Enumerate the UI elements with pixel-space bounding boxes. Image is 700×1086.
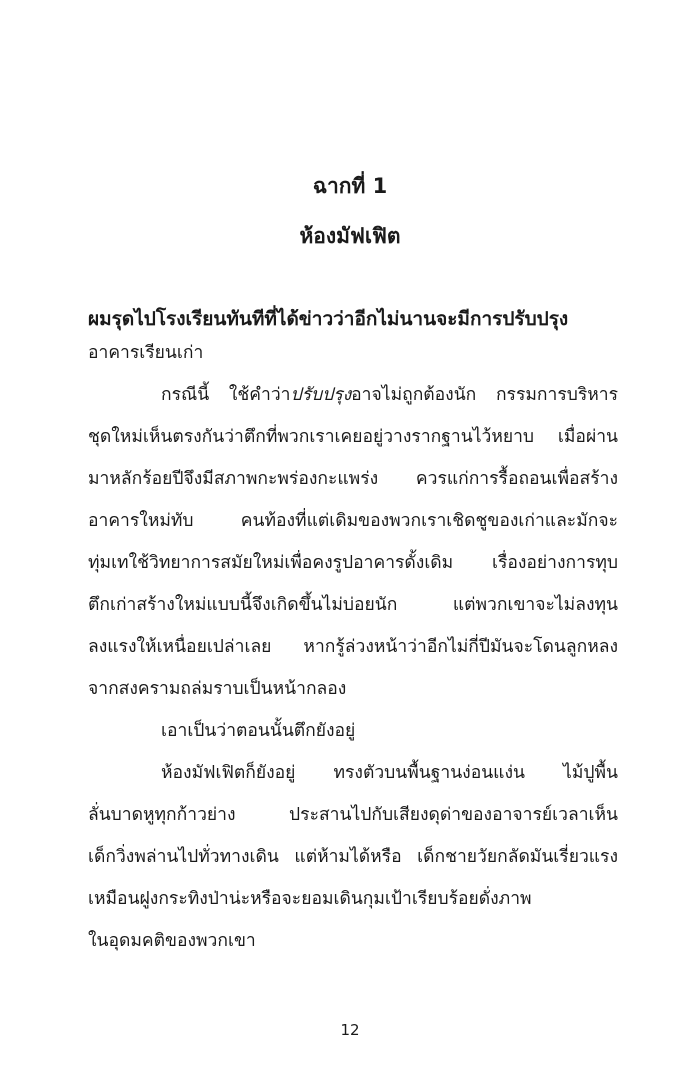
text-line: ตึกเก่าสร้างใหม่แบบนี้จึงเกิดขึ้นไม่บ่อยนัก แต่พวกเขาจะไม่ลงทุน xyxy=(88,595,618,615)
lead-sentence: ผมรุดไปโรงเรียนทันทีที่ได้ข่าวว่าอีกไม่นานจะมีการปรับปรุง xyxy=(88,308,569,330)
chapter-number: ฉากที่ 1 xyxy=(312,174,388,198)
text-line: ลงแรงให้เหนื่อยเปล่าเลย หากรู้ล่วงหน้าว่าอีกไม่กี่ปีมันจะโดนลูกหลง xyxy=(88,637,618,657)
text-line: อาคารใหม่ทับ คนท้องที่แต่เดิมของพวกเราเชิดชูของเก่าและมักจะ xyxy=(88,511,618,531)
text-line: ห้องมัฟเฟิตก็ยังอยู่ ทรงตัวบนพื้นฐานง่อนแง่น ไม้ปูพื้น xyxy=(161,763,618,783)
text-line: เหมือนฝูงกระทิงป่าน่ะหรือจะยอมเดินกุมเป้าเรียบร้อยดั่งภาพ xyxy=(88,889,532,909)
body-text xyxy=(88,304,618,968)
text-line: อาคารเรียนเก่า xyxy=(88,343,204,363)
page-number: 12 xyxy=(340,1021,360,1039)
emphasis-word: ปรับปรุง xyxy=(290,385,352,405)
text-line: เด็กวิ่งพล่านไปทั่วทางเดิน แต่ห้ามได้หรือ เด็กชายวัยกลัดมันเรี่ยวแรง xyxy=(88,847,618,867)
text-line: เอาเป็นว่าตอนนั้นตึกยังอยู่ xyxy=(161,721,356,741)
text-span: กรณีนี้ ใช้คำว่า xyxy=(161,385,291,405)
text-line-with-emphasis xyxy=(88,380,618,422)
text-span: อาจไม่ถูกต้องนัก กรรมการบริหาร xyxy=(351,385,618,405)
text-line: ทุ่มเทใช้วิทยาการสมัยใหม่เพื่อคงรูปอาคารดั้งเดิม เรื่องอย่างการทุบ xyxy=(88,553,618,573)
text-line: ลั่นบาดหูทุกก้าวย่าง ประสานไปกับเสียงดุด่าของอาจารย์เวลาเห็น xyxy=(88,805,618,825)
text-line: มาหลักร้อยปีจึงมีสภาพกะพร่องกะแพร่ง ควรแก่การรื้อถอนเพื่อสร้าง xyxy=(88,469,618,489)
text-line: ชุดใหม่เห็นตรงกันว่าตึกที่พวกเราเคยอยู่วางรากฐานไว้หยาบ เมื่อผ่าน xyxy=(88,427,618,447)
text-line: จากสงครามถล่มราบเป็นหน้ากลอง xyxy=(88,679,347,699)
chapter-title: ห้องมัฟเฟิต xyxy=(299,224,401,248)
text-line: ในอุดมคติของพวกเขา xyxy=(88,931,256,951)
